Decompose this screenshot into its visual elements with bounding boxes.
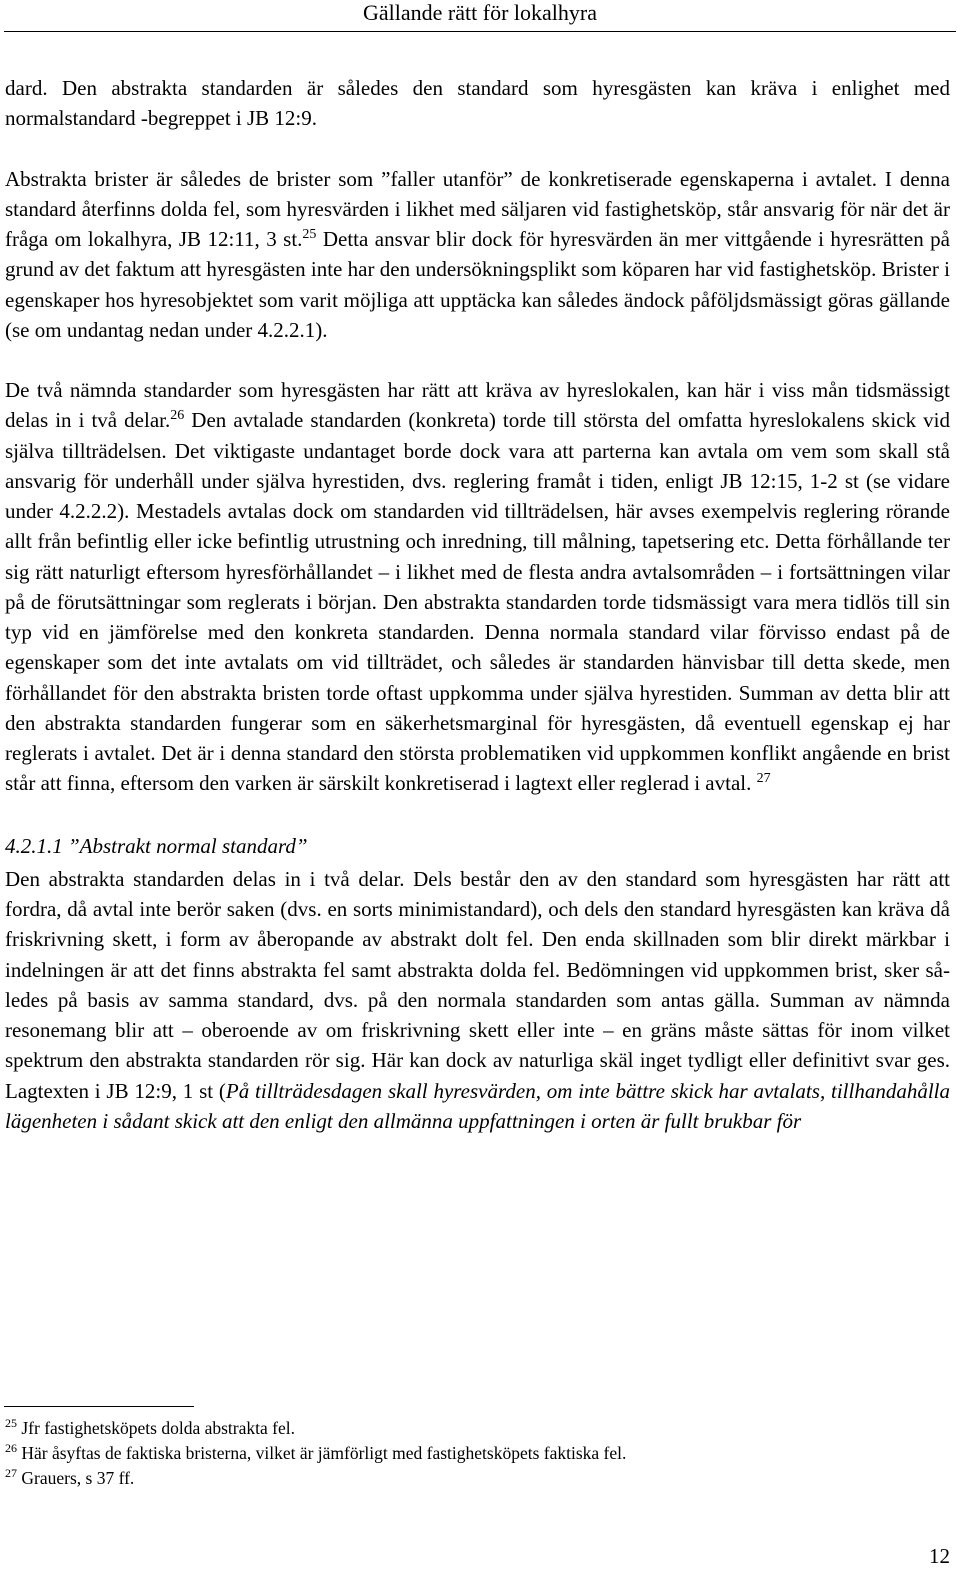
paragraph-1: dard. Den abstrakta standarden är således den standard som hyresgästen kan kräva i enlighet med normalstandard -begreppet i JB 12:9. [5,76,950,131]
header-rule [4,31,956,32]
footnote-text: Grauers, s 37 ff. [21,1468,135,1488]
footnote-number: 26 [5,1441,17,1456]
footnote-number: 25 [5,1416,17,1431]
paragraph-3-text-a: De två nämnda standarder som hyresgästen har rätt att kräva av hyreslokalen, kan här i viss mån tidsmässigt delas in i två delar. [5,378,950,433]
footnote-ref-26[interactable]: 26 [170,408,185,424]
paragraph-4 [5,864,950,1136]
page-number: 12 [929,1544,950,1568]
footnote-ref-27[interactable]: 27 [756,771,771,787]
footnote-27 [5,1466,945,1491]
footnote-25 [5,1416,945,1441]
paragraph-4-quote: På tillträdesdagen skall hyresvärden, om inte bättre skick har avtalats, tillhandahålla lägenheten i sådant skick att den enligt den allmänna uppfattningen i orten är fullt brukbar för [5,1078,951,1133]
paragraph-2 [5,164,950,346]
footnote-26 [5,1441,945,1466]
footnote-rule [4,1406,194,1407]
paragraph-3-text-b: Den avtalade standarden (konkreta) torde till största del omfatta hyreslokalens skick vid själva tillträdelsen. Det viktigaste undantaget borde dock vara att parterna kan avtala om vem som skall stå ansvarig för underhåll under själva hyrestiden, dvs. reglering framåt i tiden, enligt JB 12:15, 1-2 st (se vidare under 4.2.2.2). Mestadels avtalas dock om standarden vid tillträdelsen, här avses exempelvis reglering rörande allt från befintlig eller icke befintlig utrustning och inredning, till målning, tapetsering etc. Detta förhållande ter sig rätt naturligt eftersom hyresförhållandet – i likhet med de flesta andra avtalsområden – i fortsättningen vilar på de förutsättningar som reglerats i början. Den abstrakta standarden torde tidsmässigt vara mera tidlös till sin typ vid en jämförelse med den konkreta standarden. Denna normala standard vilar förvisso endast på de egenskaper som det inte avtalats om vid tillträdet, och således är standarden hänvisbar till detta skede, men förhållandet för den abstrakta bristen torde oftast uppkomma under själva hyrestiden. Summan av detta blir att den abstrakta standarden fungerar som en säkerhetsmarginal för hyresgästen, då eventuell egenskap ej har reglerats i avtalet. Det är i denna standard den största problematiken vid uppkommen konflikt angående en brist står att finna, eftersom den varken är särskilt konkretiserad i lagtext eller reglerad i avtal. [5,408,950,796]
footnote-ref-25[interactable]: 25 [302,227,317,242]
body-text [5,73,950,1136]
footnote-number: 27 [5,1466,17,1481]
paragraph-2-text-a: Abstrakta brister är således de brister som ”faller utanför” de konkretiserade egenskaperna i avtalet. I denna standard återfinns dolda fel, som hyresvärden i likhet med säljaren vid fastighetsköp, står ansvarig för när det är fråga om lokalhyra, JB 12:11, 3 st. [5,166,950,251]
running-header: Gällande rätt för lokalhyra [363,0,597,25]
footnote-text: Här åsyftas de faktiska bristerna, vilket är jämförligt med fastighetsköpets faktiska fel. [21,1443,627,1463]
section-heading: 4.2.1.1 ”Abstrakt normal standard” [5,833,308,858]
paragraph-4-text: Den abstrakta standarden delas in i två delar. Dels består den av den standard som hyresgästen har rätt att fordra, då avtal inte berör saken (dvs. en sorts minimistandard), och dels den standard hyresgästen kan kräva då friskrivning skett, i form av åberopande av abstrakt dolt fel. Den enda skillnaden som blir direkt märkbar i indelningen är att det finns abstrakta fel samt abstrakta dolda fel. Bedömningen vid uppkommen brist, sker således på basis av samma standard, dvs. på den normala standarden som antas gälla. Summan av nämnda resonemang blir att – oberoende av om friskrivning skett eller inte – en gräns måste sättas för inom vilket spektrum den abstrakta standarden rör sig. Här kan dock av naturliga skäl inget tydligt eller definitivt svar ges. Lagtexten i JB 12:9, 1 st ( [5,866,950,1103]
paragraph-3 [5,375,950,799]
paragraph-2-text-b: Detta ansvar blir dock för hyresvärden än mer vittgående i hyresrätten på grund av det faktum att hyresgästen inte har den undersökningsplikt som köparen har vid fastighetsköp. Brister i egenskaper hos hyresobjektet som varit möjliga att upptäcka kan således ändock påföljdsmässigt göras gällande (se om undantag nedan under 4.2.2.1). [5,227,950,342]
footnote-text: Jfr fastighetsköpets dolda abstrakta fel. [21,1418,295,1438]
footnotes [5,1416,945,1491]
